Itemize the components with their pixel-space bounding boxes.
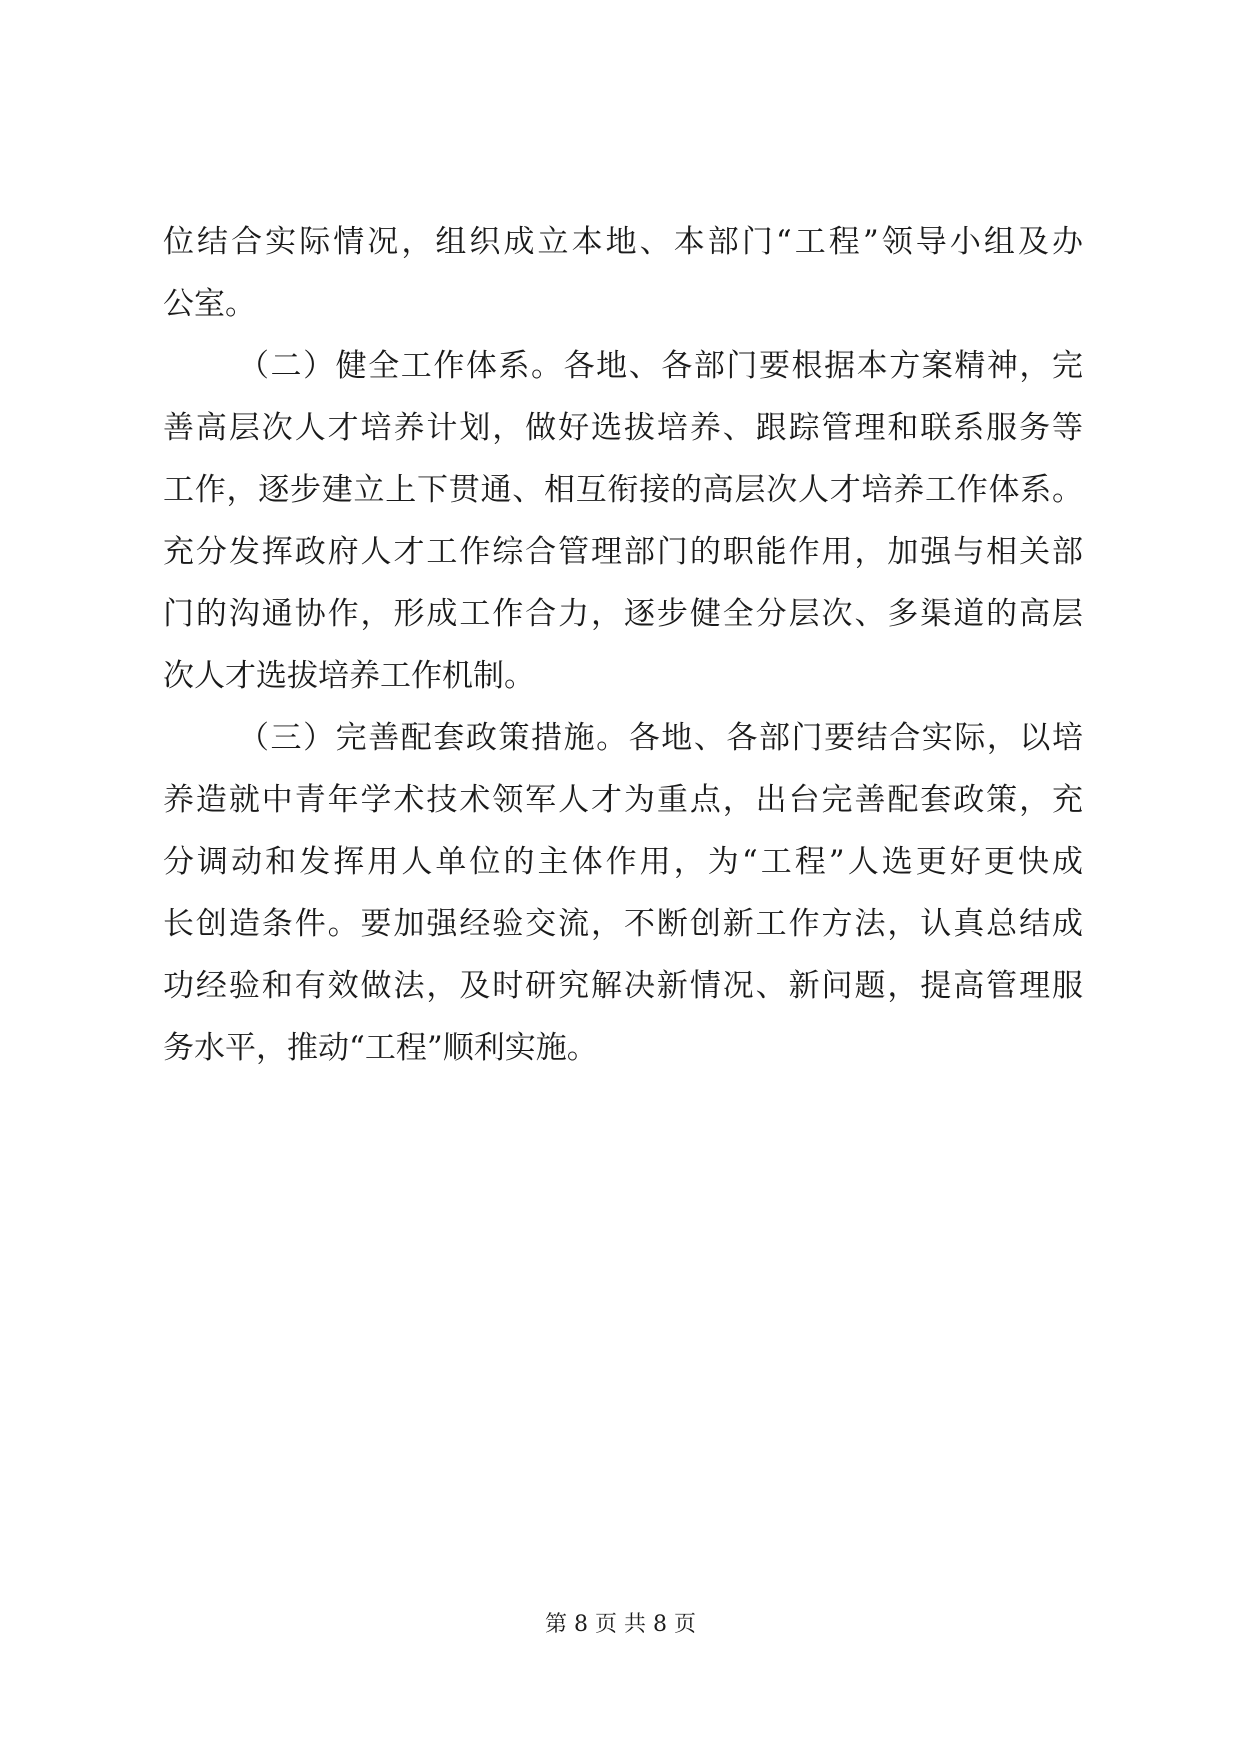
page-footer [0, 1612, 1241, 1638]
paragraph-line: 务水平，推动“工程”顺利实施。 [163, 1030, 598, 1066]
paragraph-line: 充分发挥政府人才工作综合管理部门的职能作用，加强与相关部 [163, 534, 1083, 570]
paragraph-line: 位结合实际情况，组织成立本地、本部门“工程”领导小组及办 [163, 224, 1083, 260]
paragraph-line: 工作，逐步建立上下贯通、相互衔接的高层次人才培养工作体系。 [163, 472, 1083, 508]
paragraph-line: 功经验和有效做法，及时研究解决新情况、新问题，提高管理服 [163, 968, 1083, 1004]
paragraph-line: 公室。 [163, 286, 256, 322]
page-number: 第 8 页 共 8 页 [545, 1612, 696, 1637]
document-body [163, 226, 1083, 1094]
paragraph-line: 长创造条件。要加强经验交流，不断创新工作方法，认真总结成 [163, 906, 1083, 942]
paragraph-line: 次人才选拔培养工作机制。 [163, 658, 535, 694]
paragraph-line: 门的沟通协作，形成工作合力，逐步健全分层次、多渠道的高层 [163, 596, 1083, 632]
paragraph-line: 养造就中青年学术技术领军人才为重点，出台完善配套政策，充 [163, 782, 1083, 818]
paragraph-line: （三）完善配套政策措施。各地、各部门要结合实际，以培 [238, 720, 1083, 756]
paragraph-line: （二）健全工作体系。各地、各部门要根据本方案精神，完 [238, 348, 1083, 384]
paragraph-line: 分调动和发挥用人单位的主体作用，为“工程”人选更好更快成 [163, 844, 1083, 880]
paragraph-line: 善高层次人才培养计划，做好选拔培养、跟踪管理和联系服务等 [163, 410, 1083, 446]
